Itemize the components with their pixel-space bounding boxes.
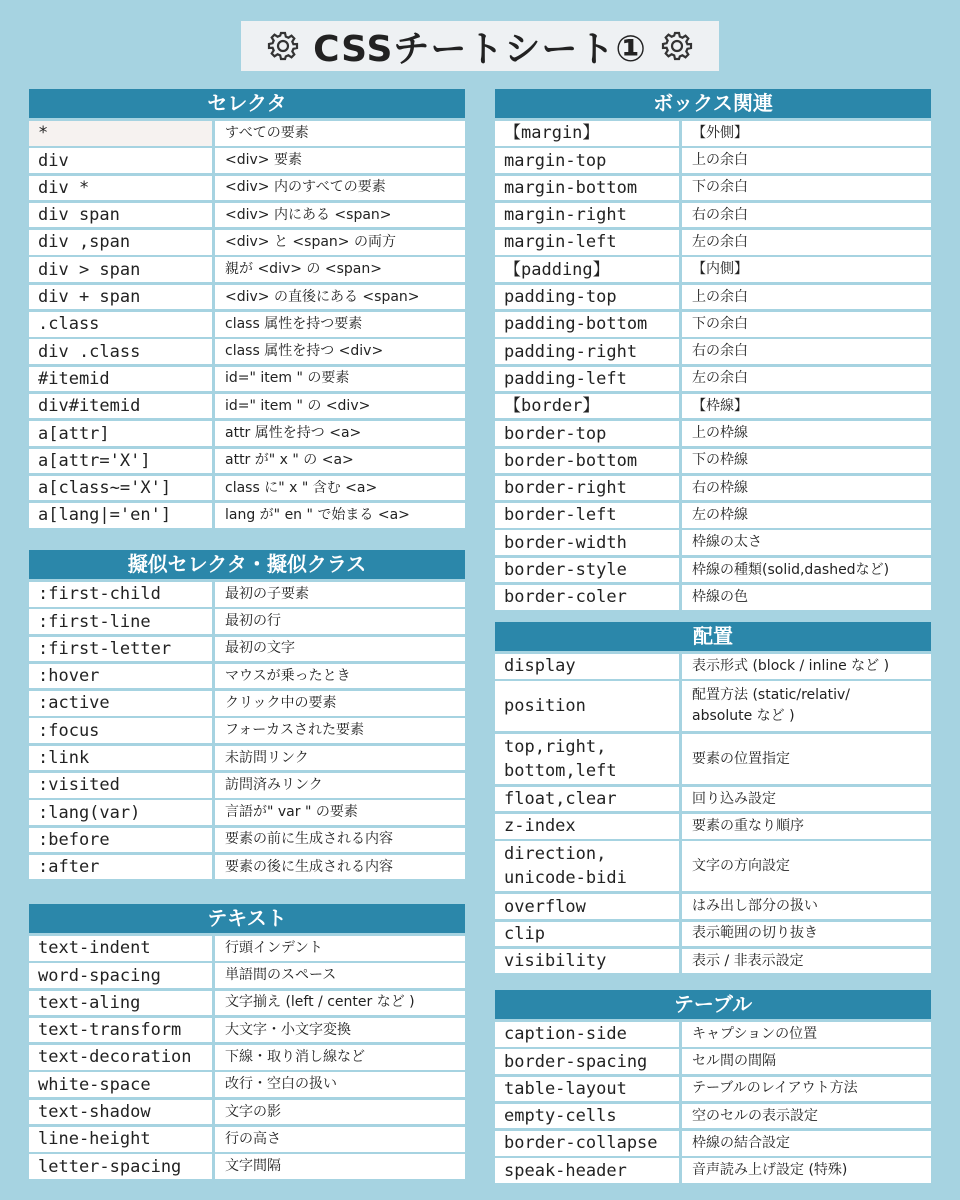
description-cell: 左の余白 xyxy=(682,230,931,255)
description-cell: 右の余白 xyxy=(682,203,931,228)
property-cell: clip xyxy=(495,922,679,947)
property-cell: :first-letter xyxy=(29,637,212,662)
table-row xyxy=(495,367,931,392)
description-cell: <div> 内にある <span> xyxy=(215,203,465,228)
description-cell: 枠線の種類(solid,dashedなど) xyxy=(682,558,931,583)
table-row xyxy=(495,841,931,891)
property-cell: a[class~='X'] xyxy=(29,476,212,501)
property-cell: empty-cells xyxy=(495,1104,679,1129)
description-cell: セル間の間隔 xyxy=(682,1049,931,1074)
table-row xyxy=(495,476,931,501)
description-cell: 下の余白 xyxy=(682,312,931,337)
property-cell: top,right, bottom,left xyxy=(495,734,679,784)
table-row xyxy=(29,176,465,201)
table-row xyxy=(29,1045,465,1070)
property-cell: border-top xyxy=(495,421,679,446)
description-cell: 親が <div> の <span> xyxy=(215,257,465,282)
table-row xyxy=(29,339,465,364)
property-cell: padding-top xyxy=(495,285,679,310)
description-cell: 改行・空白の扱い xyxy=(215,1072,465,1097)
table-row xyxy=(29,121,465,146)
description-cell: 左の枠線 xyxy=(682,503,931,528)
pseudo-section xyxy=(29,550,465,882)
table-row xyxy=(495,814,931,839)
property-cell: padding-right xyxy=(495,339,679,364)
title-banner xyxy=(241,21,719,71)
description-cell: 要素の後に生成される内容 xyxy=(215,855,465,880)
table-row xyxy=(495,1077,931,1102)
description-cell: 配置方法 (static/relativ/ absolute など ) xyxy=(682,681,931,731)
property-cell: a[lang|='en'] xyxy=(29,503,212,528)
description-cell: attr 属性を持つ <a> xyxy=(215,421,465,446)
property-cell: div * xyxy=(29,176,212,201)
table-row xyxy=(29,394,465,419)
gear-icon xyxy=(661,30,693,62)
table-row xyxy=(29,963,465,988)
description-cell: クリック中の要素 xyxy=(215,691,465,716)
table-row xyxy=(29,1072,465,1097)
description-cell: 文字の影 xyxy=(215,1100,465,1125)
description-cell: 上の余白 xyxy=(682,148,931,173)
property-cell: margin-bottom xyxy=(495,176,679,201)
table-section xyxy=(495,990,931,1186)
table-row xyxy=(495,503,931,528)
table-row xyxy=(29,991,465,1016)
table-row xyxy=(495,394,931,419)
description-cell: 枠線の色 xyxy=(682,585,931,610)
table-row xyxy=(495,894,931,919)
gear-icon xyxy=(267,30,299,62)
table-row xyxy=(495,1022,931,1047)
description-cell: <div> 内のすべての要素 xyxy=(215,176,465,201)
table-row xyxy=(495,681,931,731)
property-cell: #itemid xyxy=(29,367,212,392)
property-cell: overflow xyxy=(495,894,679,919)
description-cell: 右の枠線 xyxy=(682,476,931,501)
property-cell: * xyxy=(29,121,212,146)
description-cell: 最初の行 xyxy=(215,609,465,634)
page-title: CSSチートシート① xyxy=(313,28,647,70)
property-cell: letter-spacing xyxy=(29,1154,212,1179)
property-cell: border-spacing xyxy=(495,1049,679,1074)
property-cell: margin-left xyxy=(495,230,679,255)
table-row xyxy=(495,734,931,784)
property-cell: :hover xyxy=(29,664,212,689)
description-cell: class 属性を持つ要素 xyxy=(215,312,465,337)
description-cell: 【内側】 xyxy=(682,257,931,282)
description-cell: 大文字・小文字変換 xyxy=(215,1018,465,1043)
description-cell: 行の高さ xyxy=(215,1127,465,1152)
table-row xyxy=(29,691,465,716)
property-cell: z-index xyxy=(495,814,679,839)
table-row xyxy=(495,121,931,146)
table-row xyxy=(29,773,465,798)
section-heading: テキスト xyxy=(29,904,465,933)
table-row xyxy=(495,312,931,337)
description-cell: class 属性を持つ <div> xyxy=(215,339,465,364)
property-cell: :first-line xyxy=(29,609,212,634)
property-cell: table-layout xyxy=(495,1077,679,1102)
table-row xyxy=(495,949,931,974)
property-cell: border-style xyxy=(495,558,679,583)
description-cell: 表示 / 非表示設定 xyxy=(682,949,931,974)
selectors-section xyxy=(29,89,465,530)
table-row xyxy=(29,1127,465,1152)
description-cell: 最初の文字 xyxy=(215,637,465,662)
table-row xyxy=(29,855,465,880)
property-cell: :first-child xyxy=(29,582,212,607)
description-cell: 左の余白 xyxy=(682,367,931,392)
section-heading: テーブル xyxy=(495,990,931,1019)
table-row xyxy=(29,800,465,825)
table-row xyxy=(495,339,931,364)
property-cell: white-space xyxy=(29,1072,212,1097)
table-row xyxy=(29,503,465,528)
table-row xyxy=(29,582,465,607)
table-row xyxy=(29,1018,465,1043)
description-cell: class に" x " 含む <a> xyxy=(215,476,465,501)
property-cell: line-height xyxy=(29,1127,212,1152)
property-cell: direction, unicode-bidi xyxy=(495,841,679,891)
property-cell: :before xyxy=(29,828,212,853)
property-cell: margin-top xyxy=(495,148,679,173)
description-cell: はみ出し部分の扱い xyxy=(682,894,931,919)
table-row xyxy=(29,718,465,743)
description-cell: 表示形式 (block / inline など ) xyxy=(682,654,931,679)
description-cell: 文字間隔 xyxy=(215,1154,465,1179)
table-row xyxy=(29,367,465,392)
table-row xyxy=(495,787,931,812)
description-cell: 行頭インデント xyxy=(215,936,465,961)
table-row xyxy=(29,936,465,961)
description-cell: 下線・取り消し線など xyxy=(215,1045,465,1070)
description-cell: 未訪問リンク xyxy=(215,746,465,771)
layout-section xyxy=(495,622,931,976)
table-row xyxy=(29,476,465,501)
table-row xyxy=(495,230,931,255)
table-row xyxy=(495,1104,931,1129)
description-cell: 単語間のスペース xyxy=(215,963,465,988)
table-row xyxy=(29,148,465,173)
section-heading: 擬似セレクタ・擬似クラス xyxy=(29,550,465,579)
table-row xyxy=(495,449,931,474)
table-row xyxy=(29,828,465,853)
property-cell: :link xyxy=(29,746,212,771)
description-cell: <div> 要素 xyxy=(215,148,465,173)
description-cell: lang が" en " で始まる <a> xyxy=(215,503,465,528)
table-row xyxy=(495,654,931,679)
property-cell: :after xyxy=(29,855,212,880)
description-cell: フォーカスされた要素 xyxy=(215,718,465,743)
table-row xyxy=(29,421,465,446)
description-cell: マウスが乗ったとき xyxy=(215,664,465,689)
property-cell: border-right xyxy=(495,476,679,501)
text-section xyxy=(29,904,465,1182)
description-cell: <div> と <span> の両方 xyxy=(215,230,465,255)
property-cell: div > span xyxy=(29,257,212,282)
table-row xyxy=(29,637,465,662)
property-cell: 【border】 xyxy=(495,394,679,419)
table-row xyxy=(29,230,465,255)
property-cell: div ,span xyxy=(29,230,212,255)
description-cell: 要素の前に生成される内容 xyxy=(215,828,465,853)
property-cell: text-aling xyxy=(29,991,212,1016)
description-cell: <div> の直後にある <span> xyxy=(215,285,465,310)
table-row xyxy=(29,1100,465,1125)
property-cell: :focus xyxy=(29,718,212,743)
description-cell: 右の余白 xyxy=(682,339,931,364)
table-row xyxy=(29,449,465,474)
description-cell: 訪問済みリンク xyxy=(215,773,465,798)
property-cell: border-bottom xyxy=(495,449,679,474)
property-cell: .class xyxy=(29,312,212,337)
description-cell: 下の余白 xyxy=(682,176,931,201)
property-cell: div span xyxy=(29,203,212,228)
property-cell: padding-left xyxy=(495,367,679,392)
description-cell: 言語が" var " の要素 xyxy=(215,800,465,825)
table-row xyxy=(495,203,931,228)
description-cell: 回り込み設定 xyxy=(682,787,931,812)
property-cell: word-spacing xyxy=(29,963,212,988)
property-cell: position xyxy=(495,681,679,731)
property-cell: text-shadow xyxy=(29,1100,212,1125)
description-cell: 文字揃え (left / center など ) xyxy=(215,991,465,1016)
description-cell: 要素の位置指定 xyxy=(682,734,931,784)
description-cell: すべての要素 xyxy=(215,121,465,146)
property-cell: border-collapse xyxy=(495,1131,679,1156)
property-cell: 【padding】 xyxy=(495,257,679,282)
table-row xyxy=(495,285,931,310)
description-cell: 上の余白 xyxy=(682,285,931,310)
description-cell: 最初の子要素 xyxy=(215,582,465,607)
table-row xyxy=(495,148,931,173)
property-cell: div#itemid xyxy=(29,394,212,419)
property-cell: border-width xyxy=(495,530,679,555)
table-row xyxy=(495,1158,931,1183)
table-row xyxy=(29,609,465,634)
description-cell: 音声読み上げ設定 (特殊) xyxy=(682,1158,931,1183)
table-row xyxy=(29,203,465,228)
property-cell: text-transform xyxy=(29,1018,212,1043)
description-cell: attr が" x " の <a> xyxy=(215,449,465,474)
description-cell: 要素の重なり順序 xyxy=(682,814,931,839)
property-cell: border-coler xyxy=(495,585,679,610)
table-row xyxy=(495,585,931,610)
table-row xyxy=(495,922,931,947)
table-row xyxy=(29,746,465,771)
property-cell: a[attr='X'] xyxy=(29,449,212,474)
table-row xyxy=(29,312,465,337)
table-row xyxy=(29,1154,465,1179)
description-cell: 枠線の太さ xyxy=(682,530,931,555)
property-cell: display xyxy=(495,654,679,679)
table-row xyxy=(495,1049,931,1074)
description-cell: 表示範囲の切り抜き xyxy=(682,922,931,947)
property-cell: 【margin】 xyxy=(495,121,679,146)
description-cell: 文字の方向設定 xyxy=(682,841,931,891)
description-cell: id=" item " の <div> xyxy=(215,394,465,419)
description-cell: 枠線の結合設定 xyxy=(682,1131,931,1156)
section-heading: 配置 xyxy=(495,622,931,651)
table-row xyxy=(29,257,465,282)
box-section xyxy=(495,89,931,612)
section-heading: ボックス関連 xyxy=(495,89,931,118)
description-cell: id=" item " の要素 xyxy=(215,367,465,392)
description-cell: キャプションの位置 xyxy=(682,1022,931,1047)
property-cell: :visited xyxy=(29,773,212,798)
property-cell: speak-header xyxy=(495,1158,679,1183)
property-cell: div + span xyxy=(29,285,212,310)
property-cell: :active xyxy=(29,691,212,716)
property-cell: caption-side xyxy=(495,1022,679,1047)
description-cell: 上の枠線 xyxy=(682,421,931,446)
table-row xyxy=(29,664,465,689)
property-cell: div .class xyxy=(29,339,212,364)
table-row xyxy=(29,285,465,310)
property-cell: a[attr] xyxy=(29,421,212,446)
description-cell: 下の枠線 xyxy=(682,449,931,474)
property-cell: border-left xyxy=(495,503,679,528)
property-cell: visibility xyxy=(495,949,679,974)
property-cell: div xyxy=(29,148,212,173)
description-cell: 【外側】 xyxy=(682,121,931,146)
property-cell: :lang(var) xyxy=(29,800,212,825)
property-cell: padding-bottom xyxy=(495,312,679,337)
table-row xyxy=(495,1131,931,1156)
property-cell: float,clear xyxy=(495,787,679,812)
table-row xyxy=(495,421,931,446)
property-cell: text-decoration xyxy=(29,1045,212,1070)
table-row xyxy=(495,176,931,201)
property-cell: margin-right xyxy=(495,203,679,228)
table-row xyxy=(495,257,931,282)
table-row xyxy=(495,530,931,555)
description-cell: 【枠線】 xyxy=(682,394,931,419)
property-cell: text-indent xyxy=(29,936,212,961)
description-cell: テーブルのレイアウト方法 xyxy=(682,1077,931,1102)
description-cell: 空のセルの表示設定 xyxy=(682,1104,931,1129)
table-row xyxy=(495,558,931,583)
section-heading: セレクタ xyxy=(29,89,465,118)
